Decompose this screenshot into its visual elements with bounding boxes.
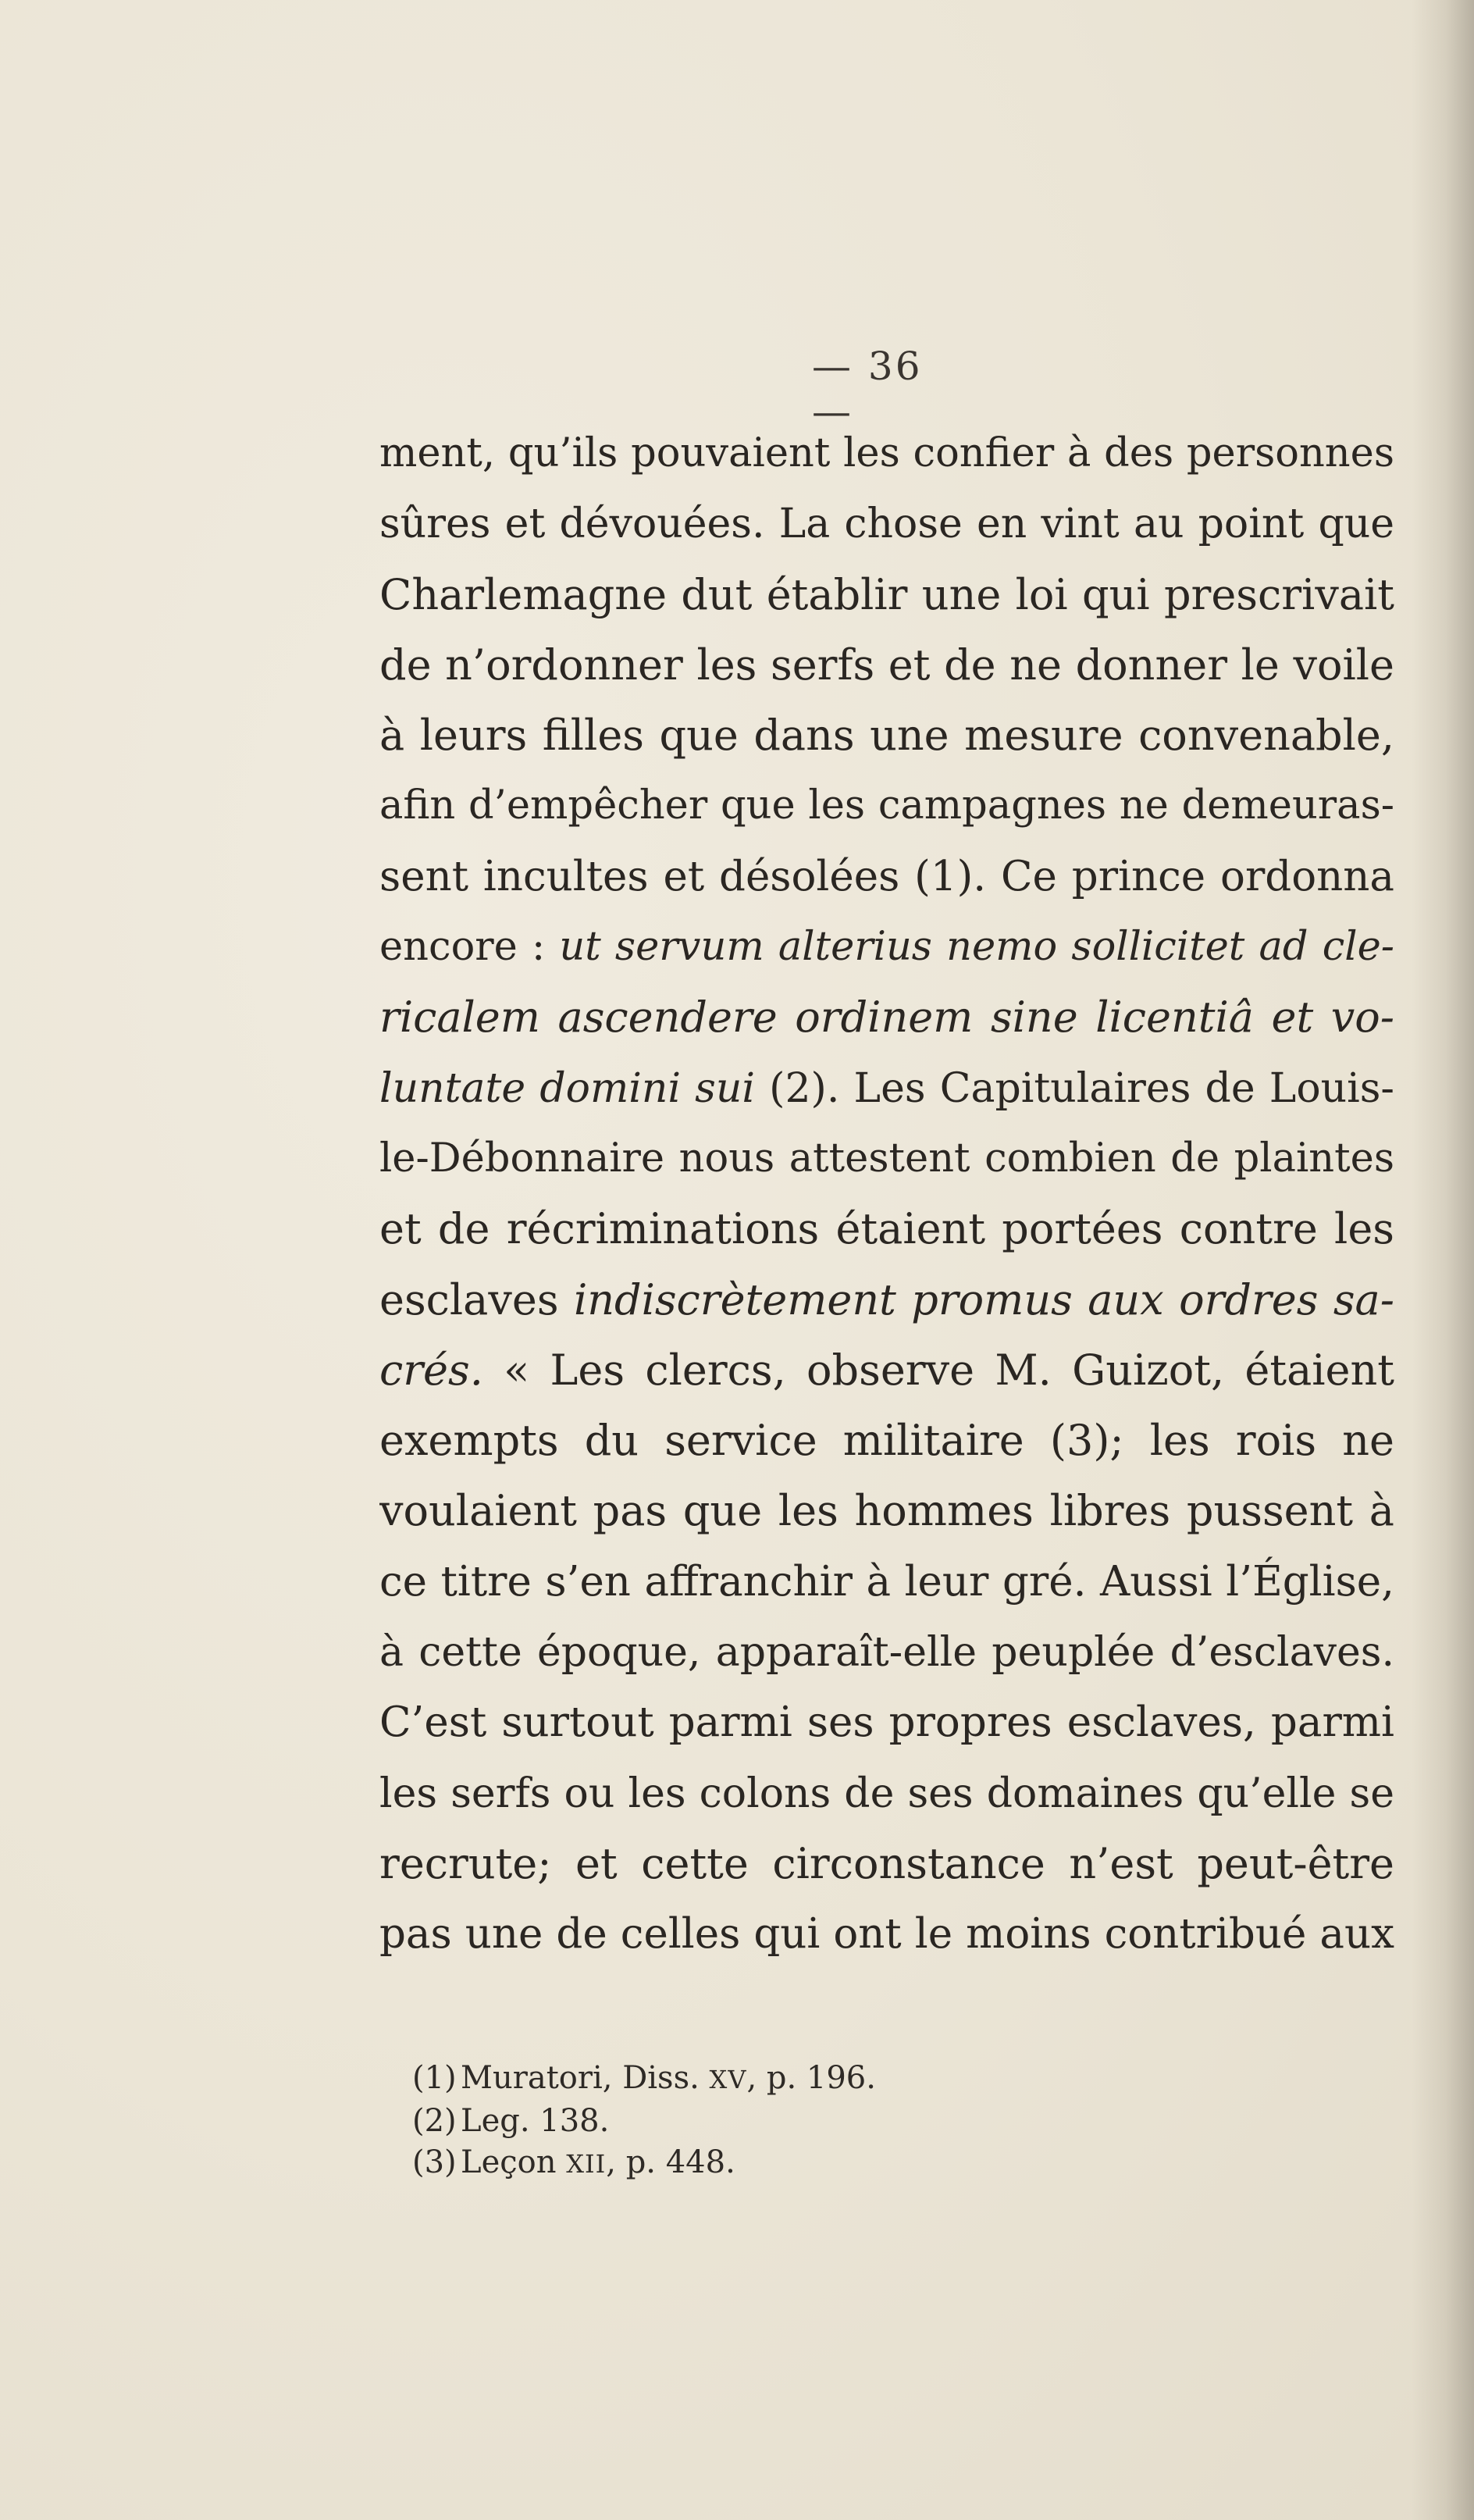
footnote-mark: (3) (412, 2144, 457, 2180)
text-line (379, 1194, 1394, 1264)
italic-phrase: ricalem ascendere ordinem sine licentiâ et vo- (379, 993, 1394, 1043)
text-segment: à leurs filles que dans une mesure convenable, (379, 711, 1394, 761)
text-segment: ce titre s’en affranchir à leur gré. Aussi l’Église, (379, 1557, 1394, 1606)
text-segment: sûres et dévouées. La chose en vint au point que (379, 501, 1394, 548)
text-segment: sent incultes et désolées (1). Ce prince ordonna (379, 852, 1394, 900)
footnote-text: Muratori, Diss. (461, 2060, 710, 2096)
text-line (379, 489, 1394, 559)
text-segment: à cette époque, apparaît-elle peuplée d’esclaves. (379, 1629, 1394, 1677)
italic-phrase: ut servum alterius nemo sollicitet ad cle- (559, 924, 1394, 971)
text-segment: le-Débonnaire nous attestent combien de plaintes (379, 1135, 1394, 1182)
text-segment: Charlemagne dut établir une loi qui prescrivait (379, 569, 1394, 619)
text-line (379, 1053, 1394, 1124)
footnote-text: , p. 448. (606, 2144, 735, 2180)
text-line (379, 1829, 1394, 1899)
text-line (379, 560, 1394, 630)
text-line (379, 771, 1394, 841)
text-segment: voulaient pas que les hommes libres pussent à (379, 1486, 1394, 1536)
text-line (379, 912, 1394, 982)
text-line (379, 1759, 1394, 1829)
text-line (379, 1688, 1394, 1758)
text-segment: encore : (379, 924, 560, 971)
text-segment: ment, qu’ils pouvaient les confier à des personnes (379, 430, 1394, 476)
text-line (379, 419, 1394, 489)
text-segment: les serfs ou les colons de ses domaines qu’elle se (379, 1770, 1394, 1817)
footnotes (412, 2058, 1115, 2185)
page-number: — 36 — (812, 344, 923, 434)
italic-phrase: crés. (379, 1345, 483, 1395)
footnote-text: , p. 196. (746, 2060, 876, 2096)
footnote (412, 2058, 1115, 2101)
text-line (379, 1406, 1394, 1476)
text-line (379, 1265, 1394, 1335)
text-segment: et de récriminations étaient portées contre les (379, 1204, 1394, 1254)
italic-phrase: luntate domini sui (379, 1064, 755, 1112)
footnote-text: Leg. 138. (461, 2103, 610, 2139)
text-segment: recrute; et cette circonstance n’est peut-être (379, 1838, 1394, 1888)
text-line (379, 700, 1394, 771)
footnote-mark: (1) (412, 2060, 457, 2096)
italic-phrase: indiscrètement promus aux ordres sa- (573, 1274, 1394, 1324)
binding-shadow (1412, 0, 1474, 2520)
text-segment: exempts du service militaire (3); les rois ne (379, 1416, 1394, 1466)
footnote-text: Leçon (461, 2144, 567, 2180)
footnote-roman-numeral: XII (566, 2149, 607, 2179)
text-line (379, 1617, 1394, 1688)
text-segment: afin d’empêcher que les campagnes ne demeuras- (379, 782, 1394, 829)
body-text (379, 419, 1394, 1970)
footnote (412, 2101, 1115, 2142)
text-segment: esclaves (379, 1274, 574, 1324)
text-line (379, 842, 1394, 912)
text-segment: de n’ordonner les serfs et de ne donner le voile (379, 640, 1394, 690)
text-segment: (2). Les Capitulaires de Louis- (755, 1064, 1394, 1112)
text-line (379, 1899, 1394, 1969)
text-line (379, 630, 1394, 700)
text-line (379, 1335, 1394, 1406)
text-segment: pas une de celles qui ont le moins contribué aux (379, 1910, 1394, 1959)
text-segment: C’est surtout parmi ses propres esclaves, parmi (379, 1698, 1394, 1747)
text-line (379, 1124, 1394, 1194)
text-line (379, 1547, 1394, 1617)
footnote-roman-numeral: XV (709, 2065, 747, 2094)
footnote (412, 2142, 1115, 2185)
footnote-mark: (2) (412, 2103, 457, 2139)
text-segment: « Les clercs, observe M. Guizot, étaient (482, 1345, 1394, 1395)
text-line (379, 982, 1394, 1053)
text-line (379, 1476, 1394, 1546)
